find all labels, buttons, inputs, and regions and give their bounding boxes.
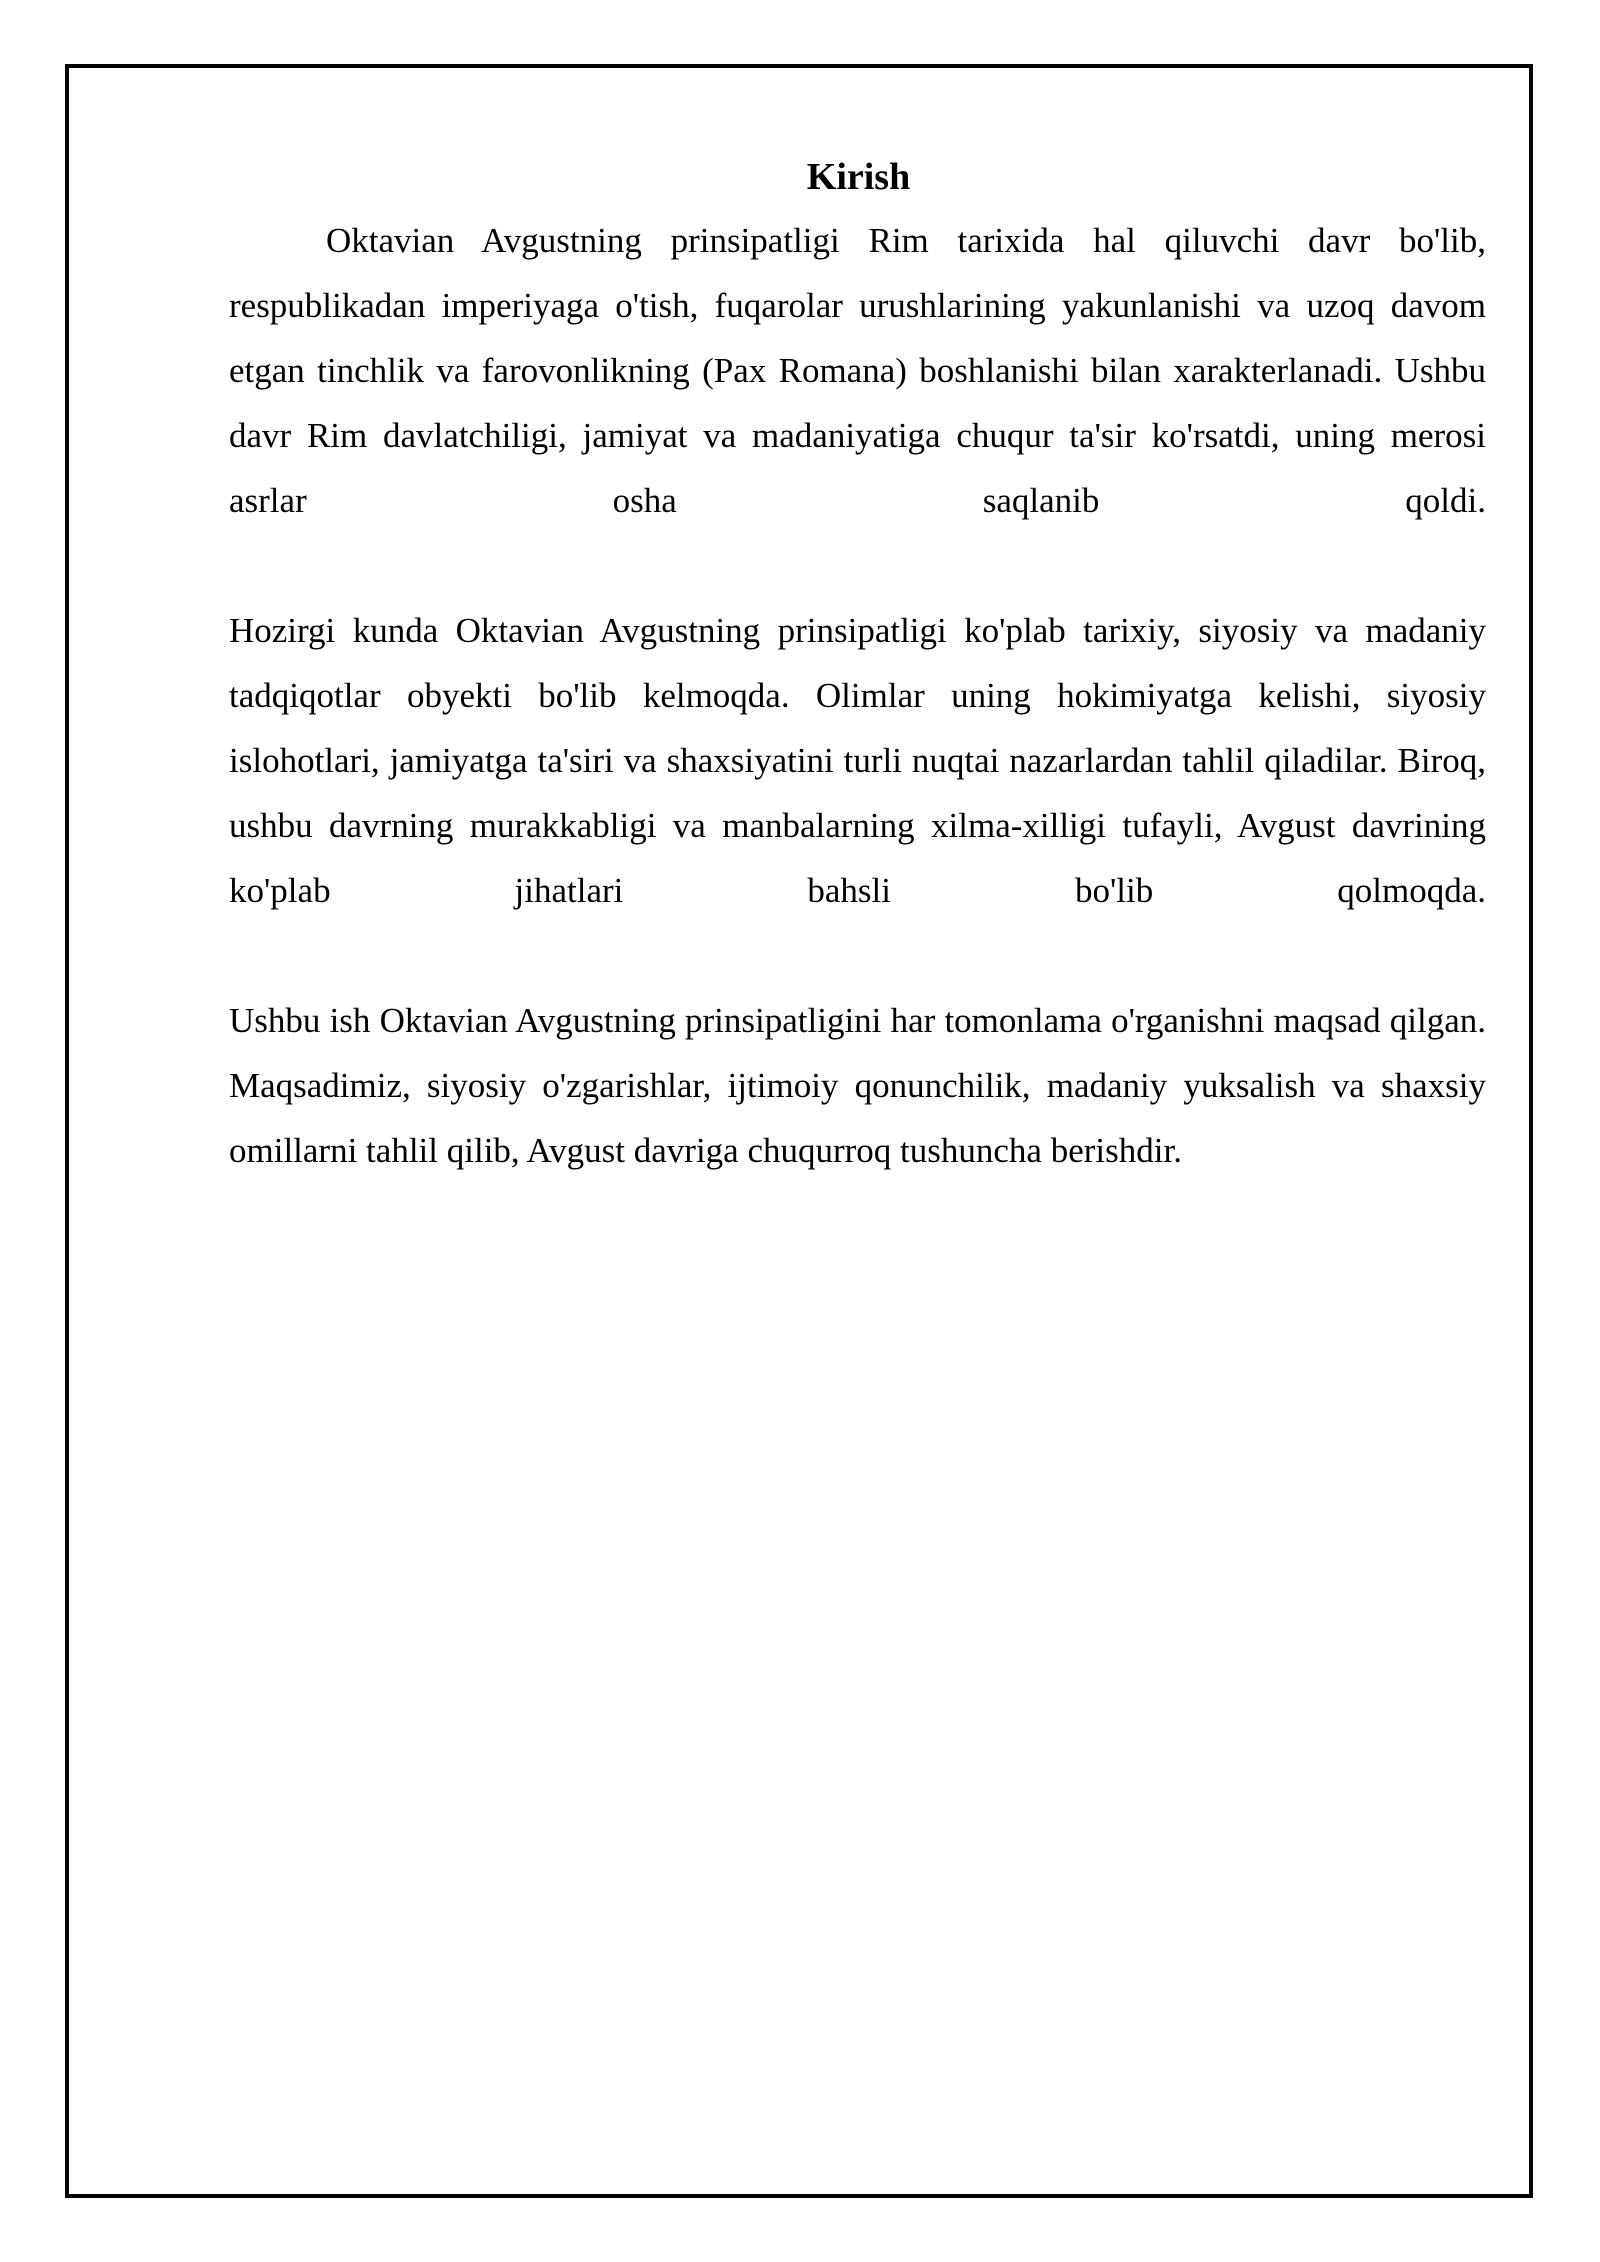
paragraph-1: Oktavian Avgustning prinsipatligi Rim tarixida hal qiluvchi davr bo'lib, respublikadan imperiyaga o'tish, fuqarolar urushlarining yakunlanishi va uzoq davom etgan tinchlik va farovonlikning (Pax Romana) boshlanishi bilan xarakterlanadi. Ushbu davr Rim davlatchiligi, jamiyat va madaniyatiga chuqur ta'sir ko'rsatdi, uning merosi asrlar osha saqlanib qoldi.: [229, 221, 1486, 520]
paragraph-spacer: [229, 533, 1486, 598]
paragraph-spacer: [229, 923, 1486, 988]
paragraph-2: Hozirgi kunda Oktavian Avgustning prinsipatligi ko'plab tarixiy, siyosiy va madaniy tadqiqotlar obyekti bo'lib kelmoqda. Olimlar uning hokimiyatga kelishi, siyosiy islohotlari, jamiyatga ta'siri va shaxsiyatini turli nuqtai nazarlardan tahlil qiladilar. Biroq, ushbu davrning murakkabligi va manbalarning xilma-xilligi tufayli, Avgust davrining ko'plab jihatlari bahsli bo'lib qolmoqda.: [229, 611, 1486, 910]
section-heading: Kirish: [806, 156, 911, 198]
paragraph-3: Ushbu ish Oktavian Avgustning prinsipatligini har tomonlama o'rganishni maqsad qilgan. Maqsadimiz, siyosiy o'zgarishlar, ijtimoiy qonunchilik, madaniy yuksalish va shaxsiy omillarni tahlil qilib, Avgust davriga chuqurroq tushuncha berishdir.: [229, 1001, 1486, 1170]
document-body: [229, 146, 1486, 1183]
